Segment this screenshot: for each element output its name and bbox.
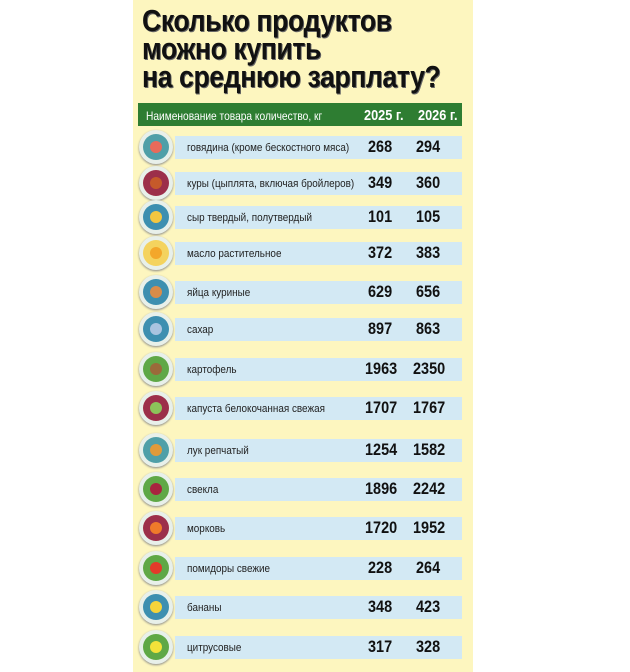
eggs-icon bbox=[139, 275, 173, 309]
title-line-2: можно купить bbox=[142, 31, 321, 66]
potato-icon bbox=[139, 352, 173, 386]
value-2025: 1896 bbox=[365, 479, 398, 498]
product-name: картофель bbox=[187, 364, 237, 376]
product-name: масло растительное bbox=[187, 248, 282, 260]
meat-icon bbox=[139, 130, 173, 164]
value-2026: 2242 bbox=[413, 479, 446, 498]
chicken-leg-icon bbox=[139, 166, 173, 200]
value-2025: 1963 bbox=[365, 359, 398, 378]
value-2025: 1707 bbox=[365, 398, 398, 417]
table-row bbox=[175, 478, 462, 501]
sugar-icon bbox=[139, 312, 173, 346]
product-name: куры (цыплята, включая бройлеров) bbox=[187, 178, 355, 190]
table-row bbox=[175, 318, 462, 341]
value-2025: 1720 bbox=[365, 518, 398, 537]
product-name: сахар bbox=[187, 324, 214, 336]
product-name: бананы bbox=[187, 602, 222, 614]
product-name: свекла bbox=[187, 484, 219, 496]
table-row bbox=[175, 517, 462, 540]
value-2026: 383 bbox=[416, 243, 441, 262]
tomato-icon bbox=[139, 551, 173, 585]
table-row bbox=[175, 242, 462, 265]
product-name: капуста белокочанная свежая bbox=[187, 403, 325, 415]
value-2025: 372 bbox=[368, 243, 393, 262]
carrot-icon bbox=[139, 511, 173, 545]
product-name: сыр твердый, полутвердый bbox=[187, 212, 312, 224]
header-2025: 2025 г. bbox=[364, 107, 404, 124]
table-row bbox=[175, 358, 462, 381]
cabbage-icon bbox=[139, 391, 173, 425]
table-row bbox=[175, 136, 462, 159]
value-2025: 897 bbox=[368, 319, 393, 338]
onion-icon bbox=[139, 433, 173, 467]
beet-icon bbox=[139, 472, 173, 506]
value-2026: 863 bbox=[416, 319, 441, 338]
value-2026: 1952 bbox=[413, 518, 446, 537]
value-2025: 349 bbox=[368, 173, 393, 192]
value-2026: 360 bbox=[416, 173, 441, 192]
table-row bbox=[175, 206, 462, 229]
value-2025: 101 bbox=[368, 207, 393, 226]
value-2026: 1582 bbox=[413, 440, 446, 459]
value-2026: 2350 bbox=[413, 359, 446, 378]
banana-icon bbox=[139, 590, 173, 624]
value-2025: 348 bbox=[368, 597, 393, 616]
product-name: лук репчатый bbox=[187, 445, 249, 457]
value-2025: 228 bbox=[368, 558, 393, 577]
table-row bbox=[175, 557, 462, 580]
title-line-1: Сколько продуктов bbox=[142, 3, 392, 38]
value-2026: 1767 bbox=[413, 398, 446, 417]
product-name: морковь bbox=[187, 523, 226, 535]
table-row bbox=[175, 636, 462, 659]
lemon-icon bbox=[139, 630, 173, 664]
table-row bbox=[175, 596, 462, 619]
value-2025: 1254 bbox=[365, 440, 398, 459]
product-name: яйца куриные bbox=[187, 287, 251, 299]
value-2026: 423 bbox=[416, 597, 441, 616]
value-2025: 268 bbox=[368, 137, 393, 156]
table-row bbox=[175, 172, 462, 195]
header-2026: 2026 г. bbox=[418, 107, 458, 124]
product-name: говядина (кроме бескостного мяса) bbox=[187, 142, 350, 154]
value-2026: 656 bbox=[416, 282, 441, 301]
title-line-3: на среднюю зарплату? bbox=[142, 59, 441, 94]
table-row bbox=[175, 397, 462, 420]
cheese-icon bbox=[139, 200, 173, 234]
product-name: помидоры свежие bbox=[187, 563, 271, 575]
table-row bbox=[175, 439, 462, 462]
value-2026: 294 bbox=[416, 137, 441, 156]
header-name: Наименование товара количество, кг bbox=[146, 109, 323, 123]
oil-bottle-icon bbox=[139, 236, 173, 270]
value-2026: 264 bbox=[416, 558, 441, 577]
value-2026: 105 bbox=[416, 207, 441, 226]
table-row bbox=[175, 281, 462, 304]
table-header bbox=[138, 103, 462, 126]
value-2025: 317 bbox=[368, 637, 393, 656]
value-2026: 328 bbox=[416, 637, 441, 656]
value-2025: 629 bbox=[368, 282, 393, 301]
product-name: цитрусовые bbox=[187, 642, 242, 654]
